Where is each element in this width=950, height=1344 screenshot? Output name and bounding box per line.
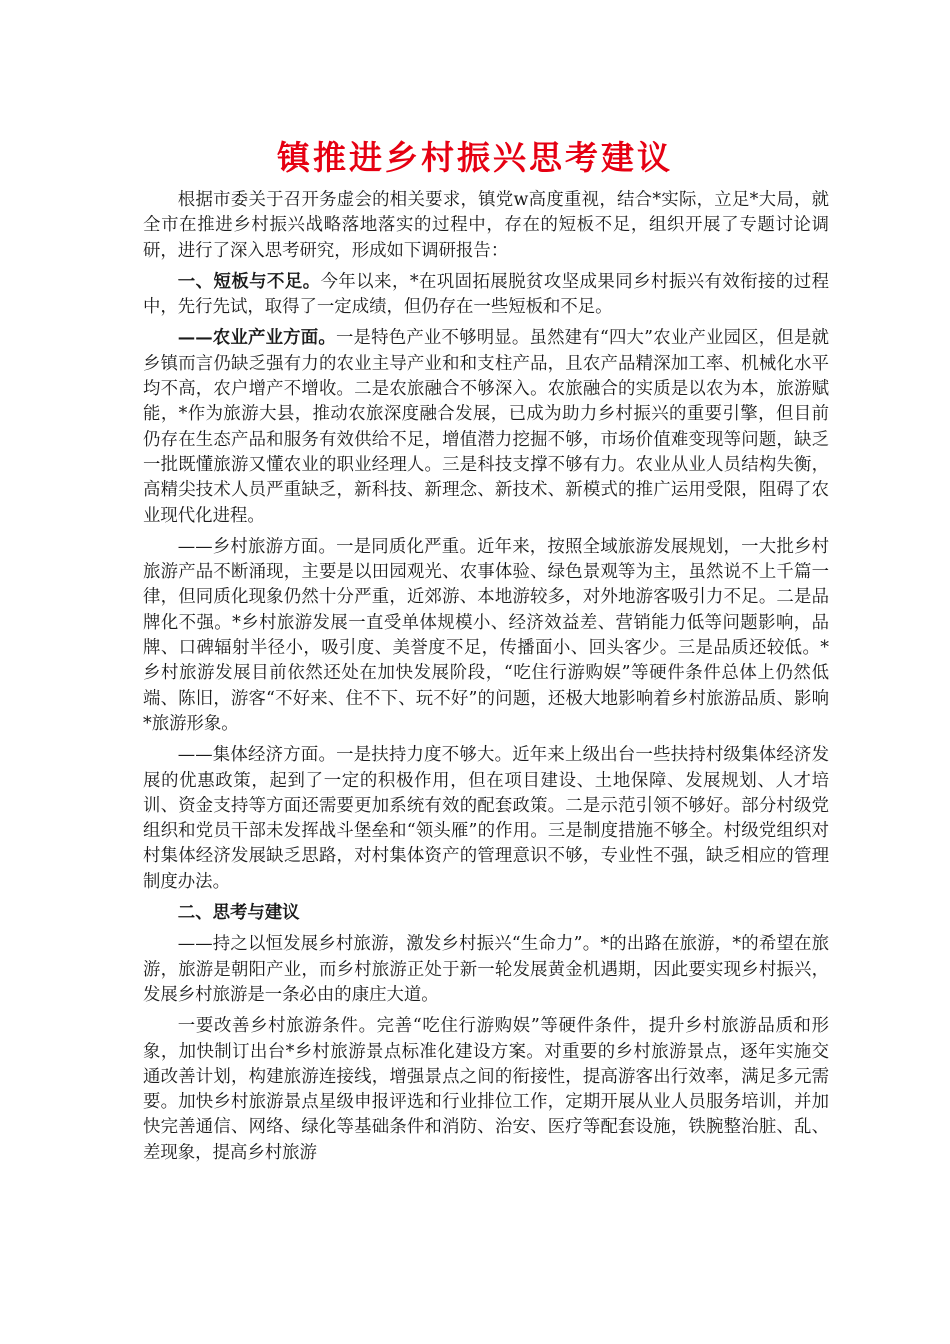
- section-heading-shortcomings: 一、短板与不足。: [177, 271, 321, 292]
- paragraph-text: ——乡村旅游方面。一是同质化严重。近年来，按照全域旅游发展规划，一大批乡村旅游产品不断涌现，主要是以田园观光、农事体验、绿色景观等为主，虽然说不上千篇一律，但同质化现象仍然十分严重，近郊游、本地游较多，对外地游客吸引力不足。二是品牌化不强。*乡村旅游发展一直受单体规模小、经济效益差、营销能力低等问题影响，品牌、口碑辐射半径小，吸引度、美誉度不足，传播面小、回头客少。三是品质还较低。*乡村旅游发展目前依然还处在加快发展阶段，“吃住行游购娱”等硬件条件总体上仍然低端、陈旧，游客“不好来、住不下、玩不好”的问题，还极大地影响着乡村旅游品质、影响*旅游形象。: [143, 536, 829, 734]
- paragraph-rural-tourism: [143, 535, 829, 737]
- paragraph-text: ——持之以恒发展乡村旅游，激发乡村振兴“生命力”。*的出路在旅游，*的希望在旅游，旅游是朝阳产业，而乡村旅游正处于新一轮发展黄金机遇期，因此要实现乡村振兴，发展乡村旅游是一条必由的康庄大道。: [143, 934, 829, 1005]
- document-body: [143, 188, 829, 1172]
- paragraph-tourism-strategy: [143, 932, 829, 1008]
- paragraph-text: 根据市委关于召开务虚会的相关要求，镇党w高度重视，结合*实际，立足*大局，就全市在推进乡村振兴战略落地落实的过程中，存在的短板不足，组织开展了专题讨论调研，进行了深入思考研究，形成如下调研报告：: [143, 190, 829, 261]
- paragraph-agriculture: [143, 326, 829, 528]
- paragraph-text: ——集体经济方面。一是扶持力度不够大。近年来上级出台一些扶持村级集体经济发展的优惠政策，起到了一定的积极作用，但在项目建设、土地保障、发展规划、人才培训、资金支持等方面还需要更加系统有效的配套政策。二是示范引领不够好。部分村级党组织和党员干部未发挥战斗堡垒和“领头雁”的作用。三是制度措施不够全。村级党组织对村集体经济发展缺乏思路，对村集体资产的管理意识不够，专业性不强，缺乏相应的管理制度办法。: [143, 745, 829, 892]
- document-title: 镇推进乡村振兴思考建议: [277, 138, 673, 177]
- paragraph-text: 今年以来，*在巩固拓展脱贫攻坚成果同乡村振兴有效衔接的过程中，先行先试，取得了一定成绩，但仍存在一些短板和不足。: [143, 271, 829, 318]
- paragraph-collective-economy: [143, 743, 829, 895]
- paragraph-section-1: [143, 270, 829, 321]
- paragraph-text: 一要改善乡村旅游条件。完善“吃住行游购娱”等硬件条件，提升乡村旅游品质和形象，加快制订出台*乡村旅游景点标准化建设方案。对重要的乡村旅游景点，逐年实施交通改善计划，构建旅游连接线，增强景点之间的衔接性，提高游客出行效率，满足多元需要。加快乡村旅游景点星级申报评选和行业排位工作，定期开展从业人员服务培训，并加快完善通信、网络、绿化等基础条件和消防、治安、医疗等配套设施，铁腕整治脏、乱、差现象，提高乡村旅游: [143, 1016, 829, 1163]
- paragraph-text: 一是特色产业不够明显。虽然建有“四大”农业产业园区，但是就乡镇而言仍缺乏强有力的农业主导产业和和支柱产品，且农产品精深加工率、机械化水平均不高，农户增产不增收。二是农旅融合不够深入。农旅融合的实质是以农为本，旅游赋能，*作为旅游大县，推动农旅深度融合发展，已成为助力乡村振兴的重要引擎，但目前仍存在生态产品和服务有效供给不足，增值潜力挖掘不够，市场价值难变现等问题，缺乏一批既懂旅游又懂农业的职业经理人。三是科技支撑不够有力。农业从业人员结构失衡，高精尖技术人员严重缺乏，新科技、新理念、新技术、新模式的推广运用受限，阻碍了农业现代化进程。: [143, 328, 829, 526]
- paragraph-section-2-heading: [143, 901, 829, 926]
- subheading-agriculture: ——农业产业方面。: [177, 328, 336, 349]
- section-heading-suggestions: 二、思考与建议: [177, 903, 300, 924]
- paragraph-intro: [143, 188, 829, 264]
- paragraph-improve-conditions: [143, 1014, 829, 1166]
